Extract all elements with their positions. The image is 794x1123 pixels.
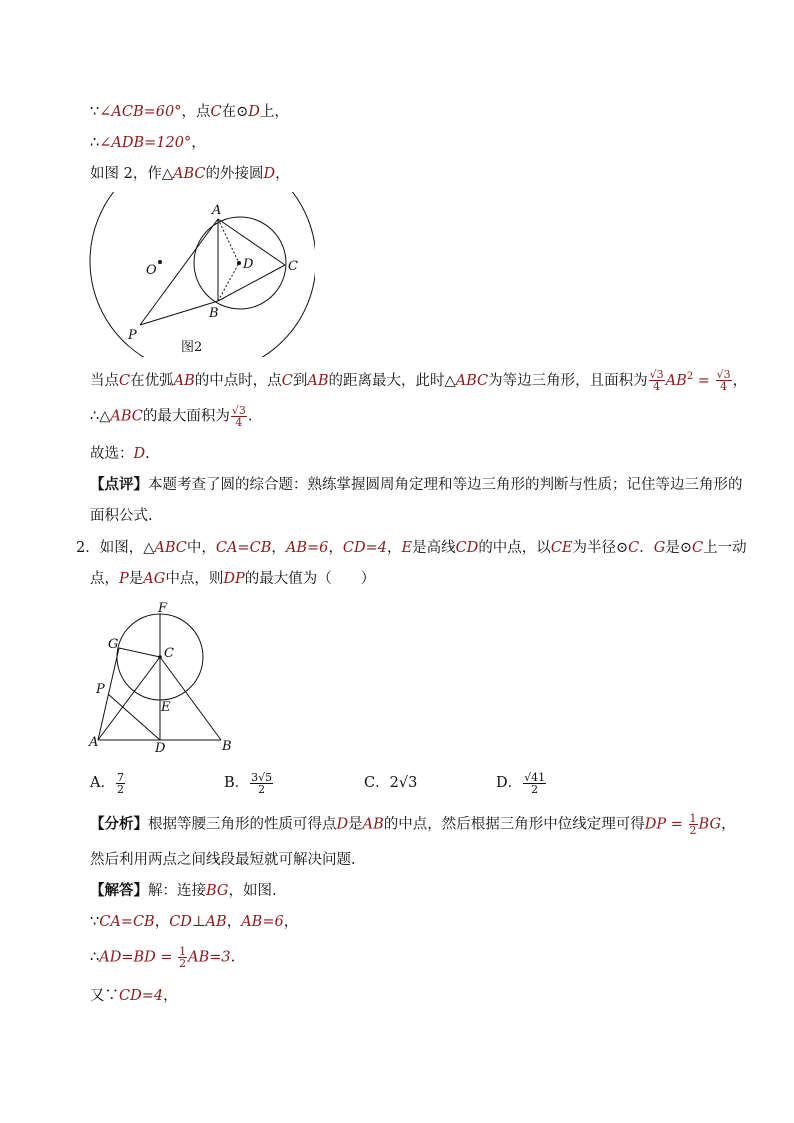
numerator: √3 bbox=[231, 404, 246, 417]
text: 又∵ bbox=[90, 988, 119, 1004]
superscript: 2 bbox=[686, 371, 694, 382]
answer-line bbox=[90, 985, 178, 1007]
question-2-figure bbox=[85, 596, 245, 758]
math: CD⊥AB bbox=[169, 914, 227, 930]
question-line bbox=[90, 568, 375, 590]
text: 然后利用两点之间线段最短就可解决问题. bbox=[90, 852, 356, 868]
text-line bbox=[90, 132, 206, 154]
segment-gc bbox=[119, 648, 160, 657]
label-d: D bbox=[155, 741, 166, 756]
text: ， bbox=[732, 372, 748, 389]
segment-pb bbox=[140, 301, 218, 325]
text: . bbox=[247, 408, 253, 425]
label-o: O bbox=[146, 263, 157, 278]
text: . bbox=[230, 949, 236, 966]
math: D bbox=[133, 446, 146, 462]
figure-2 bbox=[85, 192, 315, 357]
math: G bbox=[653, 540, 666, 556]
text: 的中点，以 bbox=[478, 540, 551, 556]
point-d bbox=[237, 261, 241, 265]
math: AB=6 bbox=[285, 540, 329, 556]
denominator: 4 bbox=[720, 380, 728, 394]
text: 上一动 bbox=[703, 540, 747, 556]
text: 中点，则 bbox=[165, 571, 224, 587]
fraction bbox=[250, 772, 273, 795]
fraction bbox=[178, 946, 187, 969]
math: AB bbox=[362, 816, 384, 833]
equals: = bbox=[155, 949, 178, 966]
option-d[interactable] bbox=[496, 768, 547, 798]
text: 面积公式. bbox=[90, 508, 153, 524]
numerator: 1 bbox=[689, 812, 697, 825]
denominator: 2 bbox=[116, 782, 124, 796]
option-c[interactable] bbox=[364, 768, 417, 798]
comment-line bbox=[90, 474, 743, 496]
answer-tag: 【解答】 bbox=[90, 882, 148, 899]
text: 是高线 bbox=[412, 540, 456, 556]
math: C bbox=[281, 372, 293, 389]
question-line bbox=[76, 537, 747, 559]
fraction bbox=[116, 772, 125, 795]
circle-o bbox=[90, 192, 315, 357]
option-label: B． bbox=[224, 775, 250, 791]
analysis-line bbox=[90, 849, 356, 871]
math: AB=6 bbox=[241, 914, 284, 930]
math: ∠ACB=60° bbox=[99, 104, 182, 120]
text: ∴△ bbox=[90, 408, 111, 425]
math: ∠ADB=120° bbox=[99, 135, 192, 151]
text: 当点 bbox=[90, 372, 119, 389]
label-a: A bbox=[212, 203, 222, 218]
text: 本题考查了圆的综合题：熟练掌握圆周角定理和等边三角形的判断与性质；记住等边三角形的 bbox=[148, 477, 743, 493]
label-p: P bbox=[128, 328, 137, 343]
text: ， bbox=[721, 816, 736, 833]
text: 2．如图，△ bbox=[76, 540, 155, 556]
text: ， bbox=[154, 914, 170, 930]
text: 到 bbox=[292, 372, 308, 389]
text: ， bbox=[226, 914, 242, 930]
denominator: 2 bbox=[179, 957, 187, 970]
label-b: B bbox=[209, 306, 219, 321]
text: ， bbox=[191, 135, 206, 151]
label-e: E bbox=[161, 700, 171, 715]
numerator: √3 bbox=[716, 368, 731, 382]
segment-bc bbox=[160, 657, 221, 740]
numerator: 3√5 bbox=[251, 770, 273, 784]
analysis-line bbox=[90, 813, 736, 836]
math: CD bbox=[455, 540, 479, 556]
text-line bbox=[90, 366, 747, 392]
text: 为半径⊙ bbox=[572, 540, 629, 556]
text: ， bbox=[271, 540, 286, 556]
math: C bbox=[628, 540, 640, 556]
denominator: 4 bbox=[235, 416, 243, 429]
therefore-symbol: ∴ bbox=[90, 135, 100, 151]
denominator: 4 bbox=[653, 380, 661, 394]
equals: = bbox=[693, 372, 715, 389]
label-a: A bbox=[89, 735, 99, 750]
fraction bbox=[523, 772, 546, 795]
text: ∴ bbox=[90, 949, 100, 966]
label-c: C bbox=[164, 646, 174, 661]
text: 根据等腰三角形的性质可得点 bbox=[148, 816, 337, 833]
text: ， bbox=[386, 540, 402, 556]
analysis-tag: 【分析】 bbox=[90, 815, 148, 833]
text: 点， bbox=[90, 571, 119, 587]
text: ． bbox=[639, 540, 654, 556]
math: ABC bbox=[154, 540, 187, 556]
text: ， bbox=[163, 988, 178, 1004]
math: D bbox=[336, 816, 349, 833]
text: 是 bbox=[128, 571, 144, 587]
answer-line bbox=[90, 946, 235, 969]
text: ， bbox=[283, 914, 299, 930]
answer-line bbox=[90, 880, 277, 902]
text-line bbox=[90, 405, 253, 428]
segment-ad-dashed bbox=[218, 219, 239, 263]
math: ABC bbox=[110, 408, 143, 425]
option-label: C． bbox=[364, 775, 390, 791]
text: 故选： bbox=[90, 446, 134, 462]
label-b: B bbox=[222, 739, 232, 754]
text: 是 bbox=[348, 816, 363, 833]
math: CA=CB bbox=[215, 540, 272, 556]
option-value: 2√3 bbox=[389, 775, 418, 791]
text-line bbox=[90, 101, 289, 123]
text: 为等边三角形，且面积为 bbox=[488, 372, 648, 389]
math: ABC bbox=[455, 372, 489, 389]
option-label: D． bbox=[496, 775, 523, 791]
math: BG bbox=[698, 816, 722, 833]
text: ， bbox=[275, 166, 290, 182]
math: AB=3 bbox=[188, 949, 231, 966]
label-f: F bbox=[158, 601, 168, 616]
text: ， bbox=[328, 540, 343, 556]
math: E bbox=[401, 540, 413, 556]
fraction bbox=[689, 813, 698, 836]
text: 的距离最大，此时△ bbox=[328, 372, 456, 389]
text: 的中点，然后根据三角形中位线定理可得 bbox=[383, 816, 645, 833]
math: CA=CB bbox=[99, 914, 155, 930]
text-line bbox=[90, 443, 150, 465]
math: AG bbox=[143, 571, 166, 587]
math: DP bbox=[223, 571, 245, 587]
label-d: D bbox=[243, 257, 254, 272]
math: C bbox=[119, 372, 131, 389]
point-c bbox=[158, 655, 162, 659]
denominator: 2 bbox=[258, 782, 266, 796]
fraction bbox=[716, 369, 732, 392]
text: 在优弧 bbox=[130, 372, 174, 389]
because-symbol: ∵ bbox=[90, 104, 100, 120]
text: 的最大面积为 bbox=[142, 408, 230, 425]
text: 是⊙ bbox=[665, 540, 693, 556]
text: 的中点时，点 bbox=[194, 372, 282, 389]
text: 上， bbox=[259, 104, 289, 120]
math: CE bbox=[550, 540, 573, 556]
fraction bbox=[231, 405, 247, 428]
numerator: 1 bbox=[179, 945, 187, 958]
math: AB bbox=[307, 372, 329, 389]
comment-tag: 【点评】 bbox=[90, 476, 148, 493]
fraction bbox=[649, 369, 665, 392]
math: D bbox=[263, 166, 276, 182]
text: 解：连接 bbox=[148, 883, 206, 899]
text: ∵ bbox=[90, 914, 100, 930]
math: CD=4 bbox=[342, 540, 387, 556]
denominator: 2 bbox=[689, 824, 697, 837]
point-o bbox=[158, 260, 162, 264]
text: 在⊙ bbox=[221, 104, 249, 120]
text: 的外接圆 bbox=[205, 166, 264, 182]
math: DP bbox=[644, 816, 667, 833]
comment-line bbox=[90, 505, 153, 527]
text: ，点 bbox=[181, 104, 211, 120]
text-line bbox=[90, 163, 290, 185]
text: 如图 2，作△ bbox=[90, 166, 173, 182]
text: ，如图. bbox=[228, 883, 277, 899]
math: AB bbox=[665, 372, 687, 389]
numerator: 7 bbox=[116, 770, 124, 784]
math: ABC bbox=[173, 166, 206, 182]
math: C bbox=[210, 104, 222, 120]
label-g: G bbox=[108, 637, 119, 652]
option-label: A． bbox=[90, 775, 115, 791]
math: AB bbox=[173, 372, 195, 389]
numerator: √3 bbox=[649, 368, 664, 382]
numerator: √41 bbox=[524, 770, 546, 784]
math: BG bbox=[206, 883, 229, 899]
equals: = bbox=[666, 816, 688, 833]
option-a[interactable] bbox=[90, 768, 126, 798]
answer-line bbox=[90, 911, 298, 933]
label-p: P bbox=[96, 682, 105, 697]
figure-caption: 图2 bbox=[181, 340, 203, 355]
math: AD=BD bbox=[99, 949, 156, 966]
denominator: 2 bbox=[531, 782, 539, 796]
math: D bbox=[248, 104, 260, 120]
text: 的最大值为（ ） bbox=[244, 571, 376, 587]
math: C bbox=[692, 540, 704, 556]
text: 中， bbox=[186, 540, 216, 556]
option-b[interactable] bbox=[224, 768, 274, 798]
math: CD=4 bbox=[119, 988, 164, 1004]
text: . bbox=[145, 446, 150, 462]
math: P bbox=[119, 571, 129, 587]
label-c: C bbox=[288, 259, 298, 274]
